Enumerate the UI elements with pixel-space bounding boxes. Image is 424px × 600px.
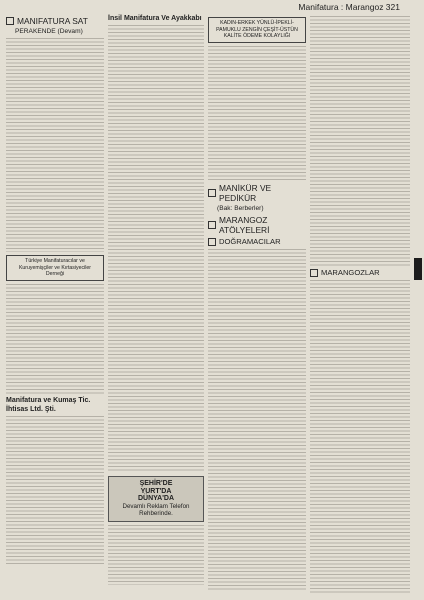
directory-listing	[6, 38, 104, 252]
square-bullet-icon	[208, 189, 216, 197]
directory-listing	[310, 280, 410, 594]
directory-listing	[6, 416, 104, 566]
section-subheading: (Bak: Berberler)	[217, 204, 264, 212]
section-subheading: PERAKENDE (Devam)	[15, 28, 83, 35]
directory-listing	[208, 46, 306, 181]
advertisement-box: ŞEHİR'DE YURT'DA DÜNYA'DA Devamlı Reklam Telefon Rehberinde.	[108, 476, 204, 522]
square-bullet-icon	[310, 269, 318, 277]
index-tab-marker	[414, 258, 422, 280]
directory-listing	[310, 16, 410, 266]
directory-listing	[208, 249, 306, 591]
section-heading-dogramacilar: DOĞRAMACILAR	[208, 237, 306, 247]
column-1	[6, 14, 104, 594]
section-heading-marangozlar: MARANGOZLAR	[310, 268, 410, 278]
section-heading-manikur: MANİKÜR VE PEDİKÜR	[208, 183, 306, 203]
directory-listing	[108, 525, 204, 585]
running-head	[6, 2, 418, 14]
directory-listing	[6, 284, 104, 394]
page-header-title: Manifatura : Marangoz 321	[298, 2, 400, 12]
column-3	[208, 14, 306, 594]
square-bullet-icon	[208, 238, 216, 246]
square-bullet-icon	[6, 17, 14, 25]
square-bullet-icon	[208, 221, 216, 229]
listing-box-kadin-erkek: KADIN-ERKEK YÜNLÜ-İPEKLİ-PAMUKLU ZENGİN ÇEŞİT-ÜSTÜN KALİTE ÖDEME KOLAYLIĞI	[208, 17, 306, 43]
column-4	[310, 14, 410, 594]
section-heading-marangoz-atolye: MARANGOZ ATÖLYELERİ	[208, 215, 306, 235]
listing-heading: Manifatura ve Kumaş Tic. İhtisas Ltd. Şti.	[6, 396, 91, 413]
directory-listing	[108, 25, 204, 473]
listing-box-dernek: Türkiye Manifaturacılar ve Kuruyemişçiler ve Kırtasiyeciler Derneği	[6, 255, 104, 281]
column-2	[108, 14, 204, 594]
section-heading-manifatura: MANIFATURA SAT	[6, 16, 104, 26]
listing-heading: İnsil Manifatura Ve Ayakkabı	[108, 15, 202, 22]
